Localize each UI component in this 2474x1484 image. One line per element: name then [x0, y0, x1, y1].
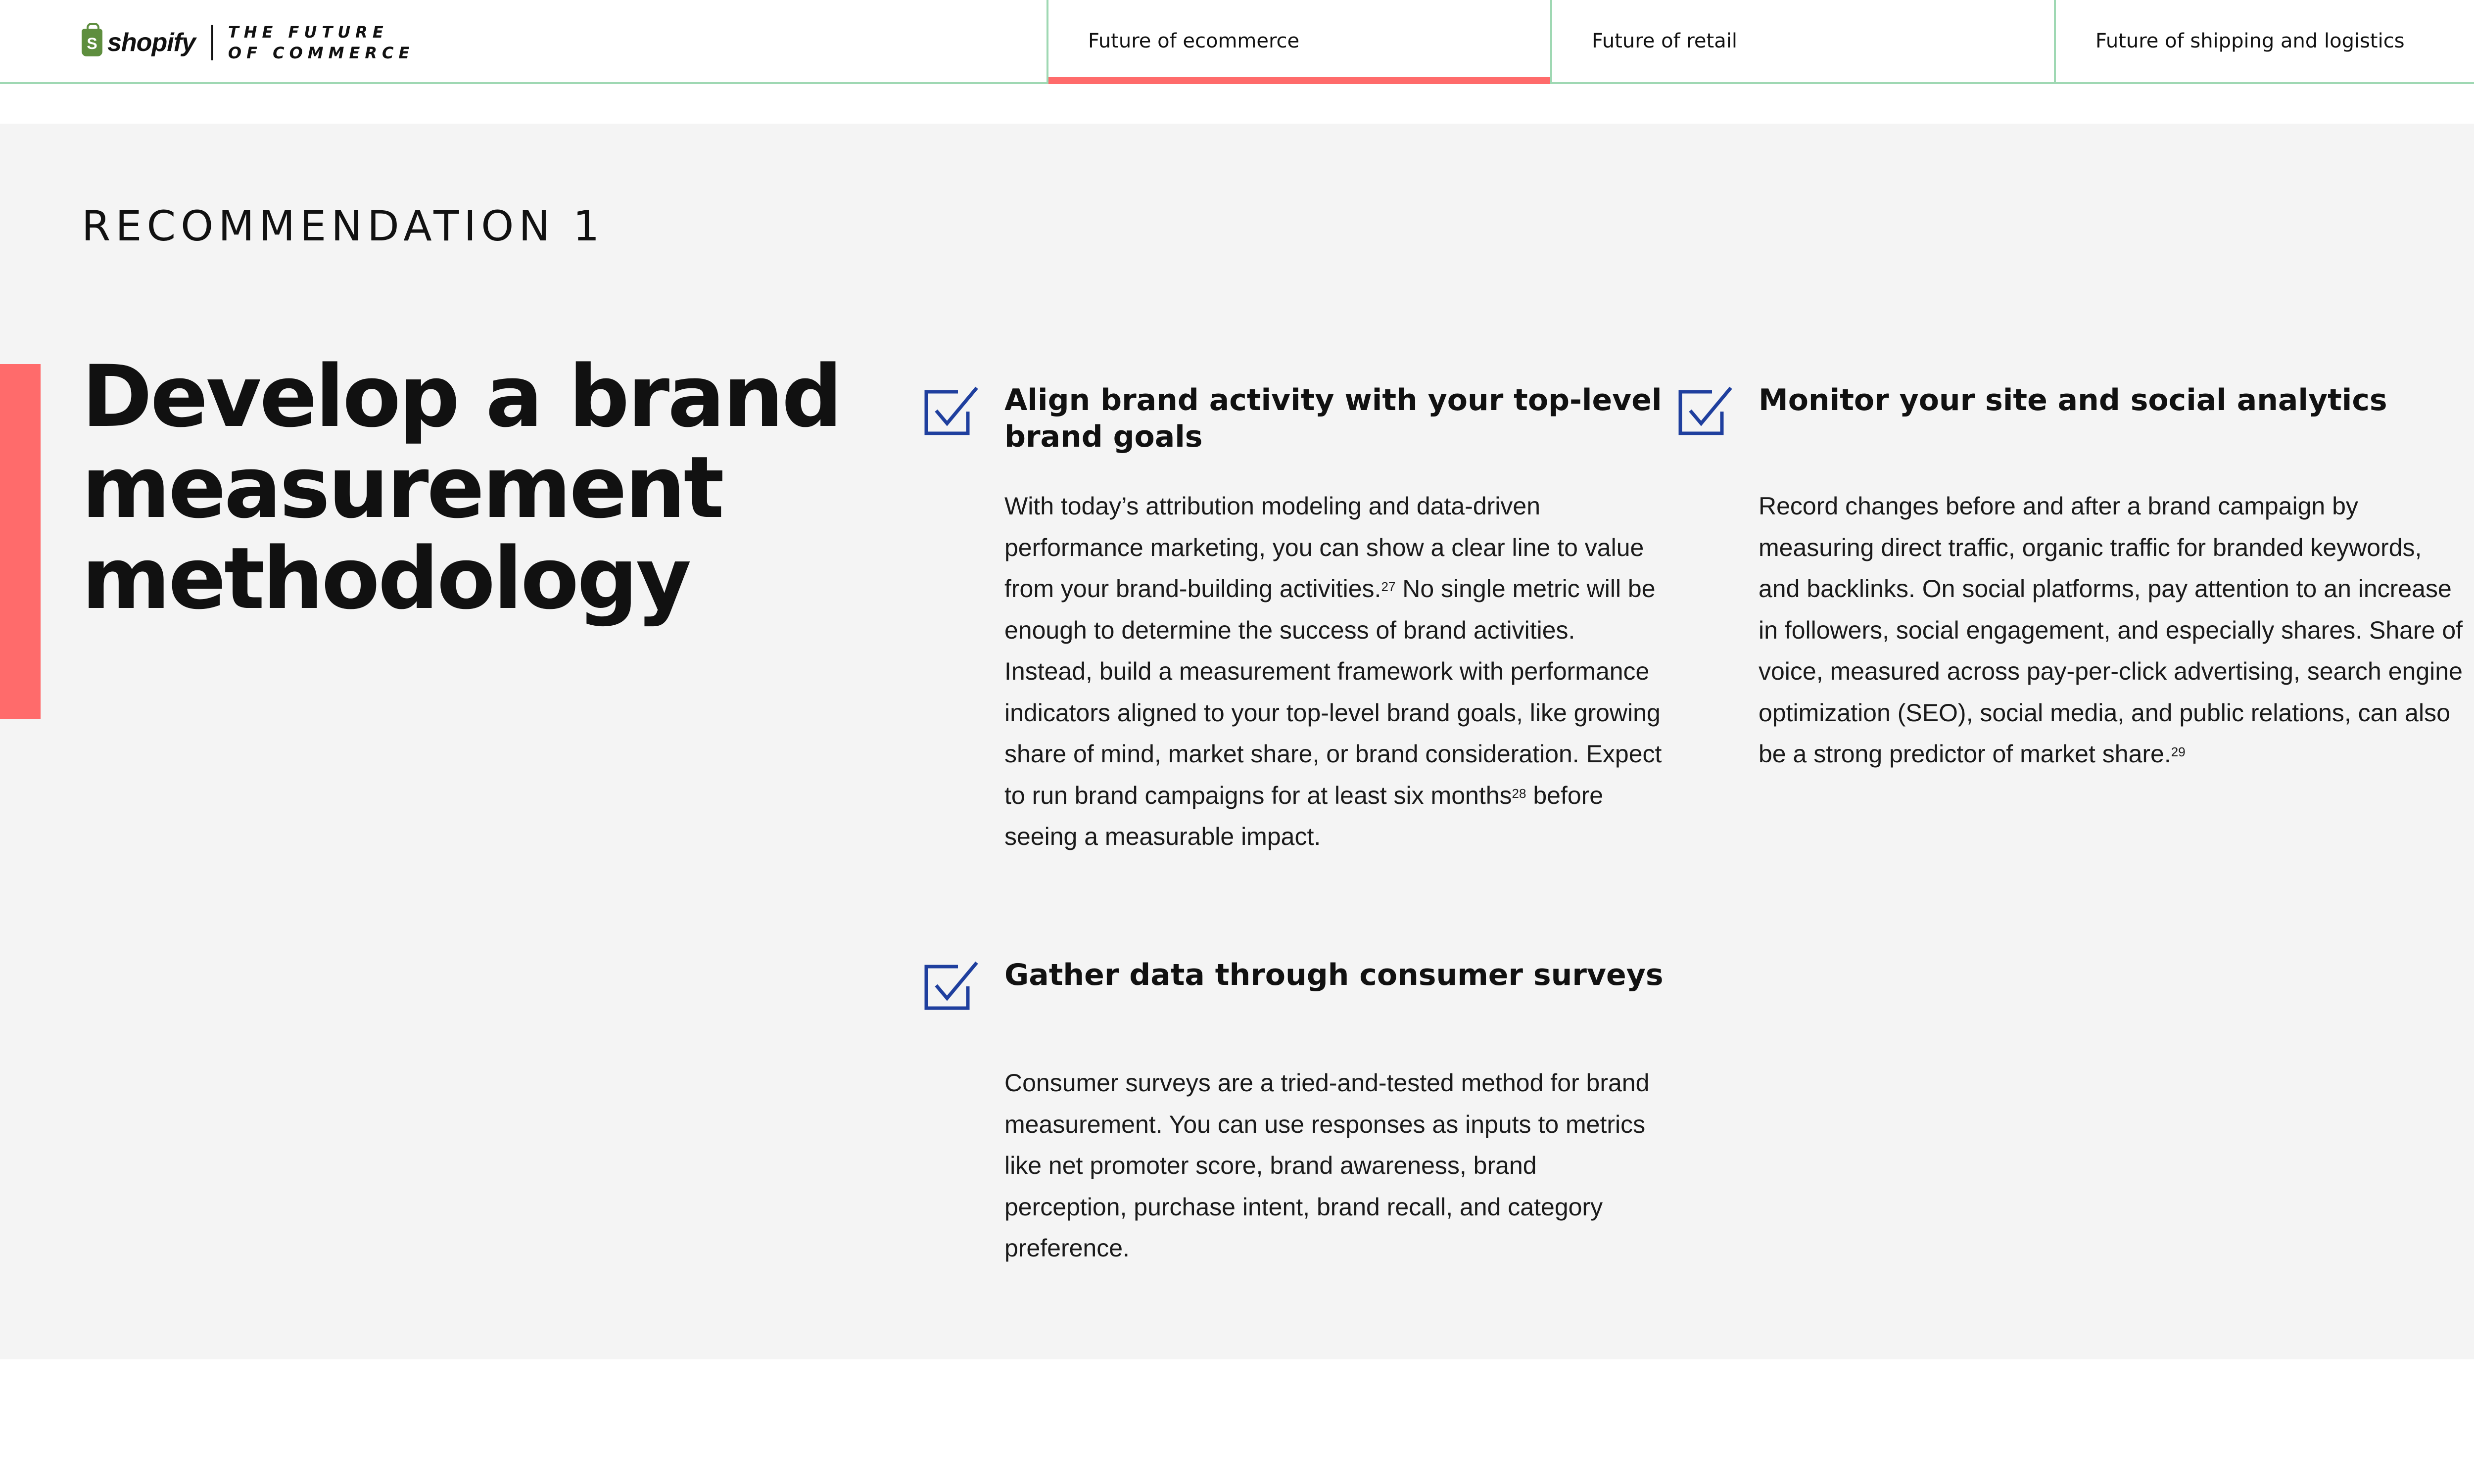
content-panel: [0, 124, 2474, 1359]
body-text: Record changes before and after a brand campaign by measuring direct traffic, organic traffic for branded keywords, and backlinks. On social platforms, pay attention to an increase in followers, social engagement, and especially shares. Share of voice, measured across pay-per-click advertising, search engine optimization (SEO), social media, and public relations, can also be a strong predictor of market share.: [1759, 492, 2463, 768]
logo-wordmark: shopify: [107, 28, 195, 57]
footnote-ref[interactable]: 27: [1381, 579, 1396, 594]
tab-label: Future of ecommerce: [1088, 30, 1300, 52]
footnote-ref[interactable]: 29: [2171, 744, 2186, 759]
page-title: Develop a brand measurement methodology: [82, 347, 841, 628]
recommendation-body: [1004, 486, 1664, 858]
logo-divider: [211, 25, 213, 60]
body-text: No single metric will be enough to determine the success of brand activities. Instead, build a measurement framework with performance indicators aligned to your top-level brand goals, like growing share of mind, market share, or brand consideration. Expect to run brand campaigns for at least six months: [1004, 575, 1662, 809]
recommendation-heading: Gather data through consumer surveys: [1004, 958, 1664, 992]
checkbox-checked-icon: [921, 960, 981, 1014]
shopify-logo[interactable]: [82, 24, 414, 61]
recommendation-body: [1004, 1063, 1664, 1269]
logo-mark: S: [87, 35, 97, 52]
accent-bar: [0, 364, 41, 719]
recommendation-heading: Monitor your site and social analytics: [1759, 383, 2387, 417]
shopify-bag-icon: [82, 29, 102, 56]
logo-tagline: [228, 22, 414, 63]
checkbox-checked-icon: [1675, 385, 1735, 439]
tab-label: Future of retail: [1592, 30, 1737, 52]
body-text: Consumer surveys are a tried-and-tested method for brand measurement. You can use responses as inputs to metrics like net promoter score, brand awareness, brand perception, purchase intent, brand recall, and category preference.: [1004, 1069, 1650, 1262]
recommendation-body: [1759, 486, 2467, 775]
body-text: With today’s attribution modeling and data-driven performance marketing, you can show a clear line to value from your brand-building activities.: [1004, 492, 1644, 603]
logo-tagline-line2: OF COMMERCE: [228, 44, 415, 62]
section-kicker: RECOMMENDATION 1: [82, 202, 605, 250]
tab-future-of-shipping-and-logistics[interactable]: [2054, 0, 2474, 82]
recommendation-heading: Align brand activity with your top-level brand goals: [1004, 383, 1662, 454]
body-text: before seeing a measurable impact.: [1004, 781, 1604, 850]
tab-label: Future of shipping and logistics: [2095, 30, 2405, 52]
logo-tagline-line1: THE FUTURE: [228, 23, 388, 42]
tab-future-of-retail[interactable]: [1550, 0, 2054, 82]
footnote-ref[interactable]: 28: [1512, 786, 1526, 801]
top-nav: [0, 0, 2474, 84]
checkbox-checked-icon: [921, 385, 981, 439]
tab-future-of-ecommerce[interactable]: [1047, 0, 1550, 82]
